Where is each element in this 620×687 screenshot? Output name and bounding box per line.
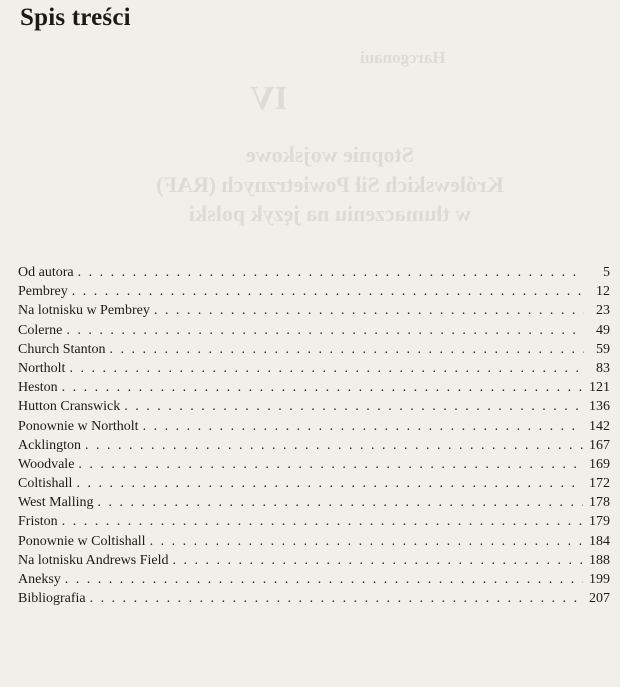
toc-page-number: 184: [589, 533, 610, 549]
toc-page-number: 59: [596, 341, 610, 357]
toc-entry[interactable]: [18, 436, 610, 455]
toc-entry-label: Bibliografia: [18, 591, 86, 607]
dot-leader: [110, 340, 585, 359]
toc-entry-label: Ponownie w Northolt: [18, 418, 139, 434]
toc-entry[interactable]: [18, 532, 610, 551]
dot-leader: [72, 282, 584, 301]
toc-entry-label: Friston: [18, 514, 58, 530]
toc-entry-label: Od autora: [18, 265, 74, 280]
toc-entry-label: Na lotnisku Andrews Field: [18, 552, 169, 568]
dot-leader: [65, 570, 583, 589]
dot-leader: [173, 551, 584, 570]
toc-page-number: 172: [589, 476, 610, 492]
toc-entry[interactable]: [18, 570, 610, 589]
dot-leader: [66, 321, 584, 340]
toc-entry[interactable]: [18, 397, 610, 416]
toc-entry-label: Heston: [18, 380, 58, 396]
show-through-text: Harcgonaui: [360, 48, 446, 67]
toc-entry-label: Na lotnisku w Pembrey: [18, 303, 150, 319]
toc-page-number: 167: [589, 437, 610, 453]
toc-entry-label: Aneksy: [18, 572, 61, 587]
toc-entry[interactable]: [18, 359, 610, 378]
show-through-text: Stopnie wojskowe Królewskich Sił Powietrznych (RAF) w tłumaczeniu na język polski: [156, 142, 504, 227]
toc-entry-label: Hutton Cranswick: [18, 399, 121, 415]
toc-entry[interactable]: [18, 512, 610, 531]
toc-entry[interactable]: [18, 282, 610, 301]
dot-leader: [62, 512, 583, 531]
toc-page-number: 121: [589, 380, 610, 396]
toc-page-number: 5: [603, 265, 610, 280]
toc-page-number: 188: [589, 552, 610, 568]
toc-entry[interactable]: [18, 378, 610, 397]
toc-page-number: 23: [596, 303, 610, 319]
toc-entry-label: Ponownie w Coltishall: [18, 533, 146, 549]
toc-page-number: 49: [596, 322, 610, 338]
table-of-contents: [18, 263, 610, 608]
toc-page-number: 12: [596, 284, 610, 300]
show-through-text: IV: [250, 80, 288, 117]
toc-page-number: 142: [589, 418, 610, 434]
toc-entry[interactable]: [18, 340, 610, 359]
toc-entry-label: Church Stanton: [18, 341, 106, 357]
toc-page-number: 178: [589, 495, 610, 511]
dot-leader: [154, 301, 584, 320]
dot-leader: [90, 589, 583, 608]
toc-entry-label: Acklington: [18, 437, 81, 453]
dot-leader: [78, 455, 583, 474]
toc-entry-label: Coltishall: [18, 476, 73, 492]
toc-entry[interactable]: [18, 321, 610, 340]
toc-entry[interactable]: [18, 301, 610, 320]
toc-entry-label: Northolt: [18, 360, 66, 376]
toc-entry[interactable]: [18, 474, 610, 493]
page-title: Spis treści: [20, 4, 131, 31]
dot-leader: [69, 359, 584, 378]
dot-leader: [143, 417, 583, 436]
toc-page-number: 179: [589, 514, 610, 530]
toc-page-number: 199: [589, 572, 610, 587]
toc-entry[interactable]: [18, 417, 610, 436]
toc-page-number: 136: [589, 399, 610, 415]
toc-page-number: 83: [596, 360, 610, 376]
toc-page-number: 207: [589, 591, 610, 607]
dot-leader: [76, 474, 583, 493]
toc-entry[interactable]: [18, 455, 610, 474]
toc-entry[interactable]: [18, 589, 610, 608]
dot-leader: [150, 532, 583, 551]
dot-leader: [62, 378, 583, 397]
toc-page-number: 169: [589, 456, 610, 472]
toc-entry-label: Colerne: [18, 322, 63, 338]
dot-leader: [124, 397, 583, 416]
dot-leader: [85, 436, 583, 455]
toc-entry[interactable]: [18, 551, 610, 570]
toc-entry-label: Pembrey: [18, 284, 68, 300]
dot-leader: [78, 263, 584, 282]
toc-entry-label: Woodvale: [18, 456, 75, 472]
toc-entry[interactable]: [18, 493, 610, 512]
toc-entry-label: West Malling: [18, 495, 94, 511]
dot-leader: [97, 493, 583, 512]
toc-entry[interactable]: [18, 263, 610, 282]
